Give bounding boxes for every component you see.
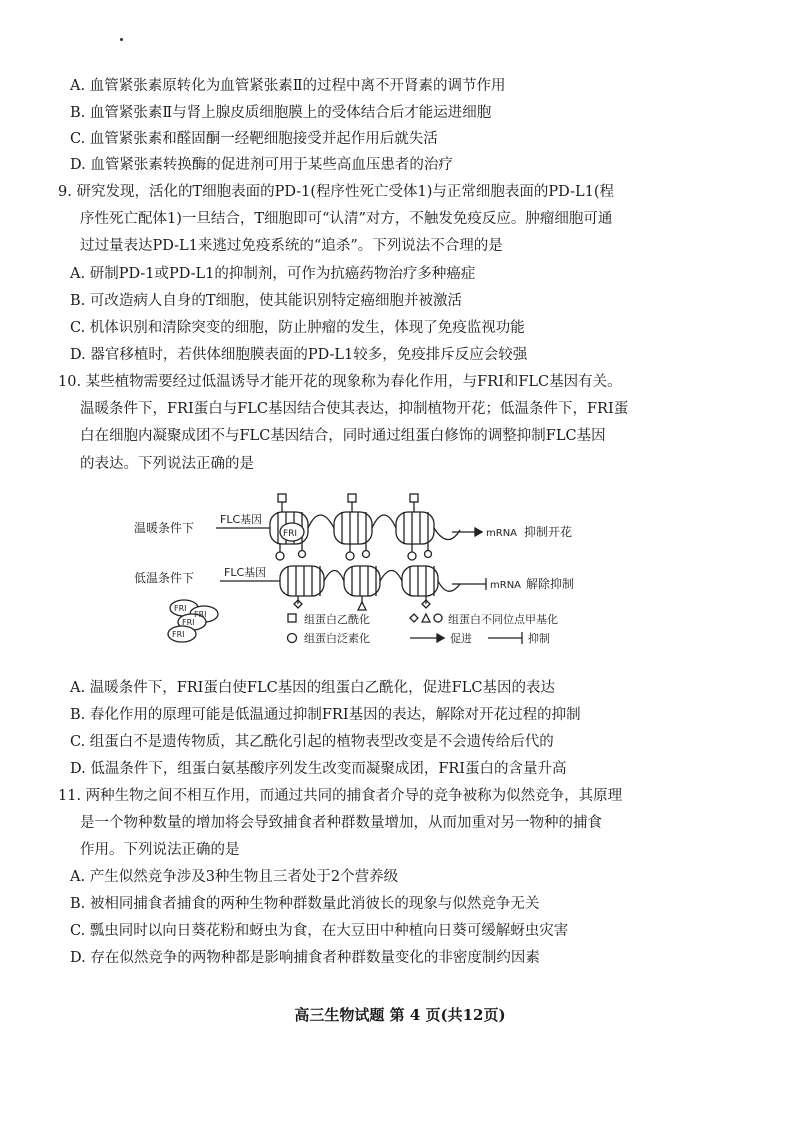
arrow-head (475, 528, 482, 536)
page-footer: 高三生物试题 第 4 页(共12页) (294, 1006, 506, 1024)
legend-ubiq: 组蛋白泛素化 (304, 632, 370, 645)
nucleosome-cold-2 (344, 566, 380, 596)
q10-stem-line: 温暖条件下，FRI蛋白与FLC基因结合使其表达，抑制植物开花；低温条件下，FRI蛋 (80, 401, 629, 417)
legend-triangle-icon (422, 614, 430, 622)
legend-circle-icon (434, 614, 442, 622)
fri-label: FRI (172, 630, 185, 639)
legend-acetyl: 组蛋白乙酰化 (304, 613, 370, 626)
flc-gene-label-warm: FLC基因 (220, 513, 263, 526)
mrna-label-warm: mRNA (486, 528, 518, 539)
acetylation-mark (348, 494, 356, 502)
q9-option-b: B. 可改造病人自身的T细胞，使其能识别特定癌细胞并被激活 (70, 293, 463, 309)
q9-stem-line: 序性死亡配体1)一旦结合，T细胞即可“认清”对方，不触发免疫反应。肿瘤细胞可通 (80, 211, 613, 227)
ubiquitination-mark (276, 552, 284, 560)
linker-dna (308, 515, 334, 528)
q11-option-a: A. 产生似然竞争涉及3种生物且三者处于2个营养级 (70, 869, 399, 885)
q10-option-c: C. 组蛋白不是遗传物质，其乙酰化引起的植物表型改变是不会遗传给后代的 (70, 734, 554, 750)
q11-option-b: B. 被相同捕食者捕食的两种生物种群数量此消彼长的现象与似然竞争无关 (70, 896, 540, 912)
nucleosome-cold-3 (402, 566, 438, 596)
q10-option-b: B. 春化作用的原理可能是低温通过抑制FRI基因的表达，解除对开花过程的抑制 (70, 707, 581, 723)
q11-stem-line: 作用。下列说法正确的是 (80, 842, 240, 858)
methylation-mark (363, 551, 370, 558)
q8-option-b: B. 血管紧张素Ⅱ与肾上腺皮质细胞膜上的受体结合后才能运进细胞 (70, 105, 492, 121)
dna-strand-tail (434, 528, 460, 540)
q10-stem-line: 的表达。下列说法正确的是 (80, 456, 254, 472)
legend-methyl: 组蛋白不同位点甲基化 (448, 613, 558, 626)
q10-stem-line: 10. 某些植物需要经过低温诱导才能开花的现象称为春化作用，与FRI和FLC基因有关。 (58, 374, 622, 390)
q11-stem-line: 是一个物种数量的增加将会导致捕食者种群数量增加，从而加重对另一物种的捕食 (80, 815, 602, 831)
nucleosome-warm-3 (396, 512, 434, 544)
methylation-mark (358, 602, 366, 610)
methylation-mark (299, 551, 306, 558)
mrna-label-cold: mRNA (490, 580, 522, 591)
q11-stem-line: 11. 两种生物之间不相互作用，而通过共同的捕食者介导的竞争被称为似然竞争，其原理 (58, 788, 623, 804)
q10-option-d: D. 低温条件下，组蛋白氨基酸序列发生改变而凝聚成团，FRI蛋白的含量升高 (70, 761, 567, 777)
q8-option-c: C. 血管紧张素和醛固酮一经靶细胞接受并起作用后就失活 (70, 131, 438, 147)
q10-stem-line: 白在细胞内凝聚成团不与FLC基因结合，同时通过组蛋白修饰的调整抑制FLC基因 (80, 428, 606, 444)
fri-label: FRI (182, 618, 195, 627)
legend-acetyl-icon (288, 614, 296, 622)
nucleosome-cold-1 (280, 566, 324, 596)
legend-promote: 促进 (450, 632, 472, 645)
q9-stem-line: 过过量表达PD-L1来逃过免疫系统的“追杀”。下列说法不合理的是 (80, 238, 503, 254)
methylation-mark (425, 551, 432, 558)
q11-option-c: C. 瓢虫同时以向日葵花粉和蚜虫为食，在大豆田中种植向日葵可缓解蚜虫灾害 (70, 923, 569, 939)
linker-dna (380, 571, 402, 582)
flc-gene-label-cold: FLC基因 (224, 566, 267, 579)
fri-label: FRI (283, 529, 298, 539)
q11-option-d: D. 存在似然竞争的两物种都是影响捕食者种群数量变化的非密度制约因素 (70, 950, 540, 966)
arrow-head (437, 634, 444, 642)
legend-ubiq-icon (288, 634, 297, 643)
q9-option-d: D. 器官移植时，若供体细胞膜表面的PD-L1较多，免疫排斥反应会较强 (70, 347, 528, 363)
legend-inhibit: 抑制 (528, 632, 550, 645)
q10-option-a: A. 温暖条件下，FRI蛋白使FLC基因的组蛋白乙酰化，促进FLC基因的表达 (70, 680, 555, 696)
nucleosome-warm-2 (334, 512, 372, 544)
q9-stem-line: 9. 研究发现，活化的T细胞表面的PD-1(程序性死亡受体1)与正常细胞表面的PD-L1(程 (58, 184, 614, 200)
legend-diamond-icon (410, 614, 418, 622)
cold-effect-label: 解除抑制 (526, 577, 575, 591)
acetylation-mark (410, 494, 418, 502)
q9-option-a: A. 研制PD-1或PD-L1的抑制剂，可作为抗癌药物治疗多种癌症 (70, 266, 476, 282)
fri-label: FRI (194, 610, 207, 619)
dna-strand-tail (438, 581, 460, 591)
ubiquitination-mark (408, 552, 416, 560)
fri-aggregate (168, 600, 218, 642)
ubiquitination-mark (346, 552, 354, 560)
q9-option-c: C. 机体识别和清除突变的细胞，防止肿瘤的发生，体现了免疫监视功能 (70, 320, 525, 336)
vernalization-diagram (130, 490, 650, 660)
acetylation-mark (278, 494, 286, 502)
scan-dot (120, 38, 123, 41)
linker-dna (372, 515, 396, 528)
q8-option-a: A. 血管紧张素原转化为血管紧张素Ⅱ的过程中离不开肾素的调节作用 (70, 78, 506, 94)
linker-dna (324, 571, 344, 582)
fri-label: FRI (174, 604, 187, 613)
warm-effect-label: 抑制开花 (524, 525, 573, 539)
cold-condition-label: 低温条件下 (134, 571, 195, 585)
q8-option-d: D. 血管紧张素转换酶的促进剂可用于某些高血压患者的治疗 (70, 157, 453, 173)
warm-condition-label: 温暖条件下 (134, 521, 195, 535)
